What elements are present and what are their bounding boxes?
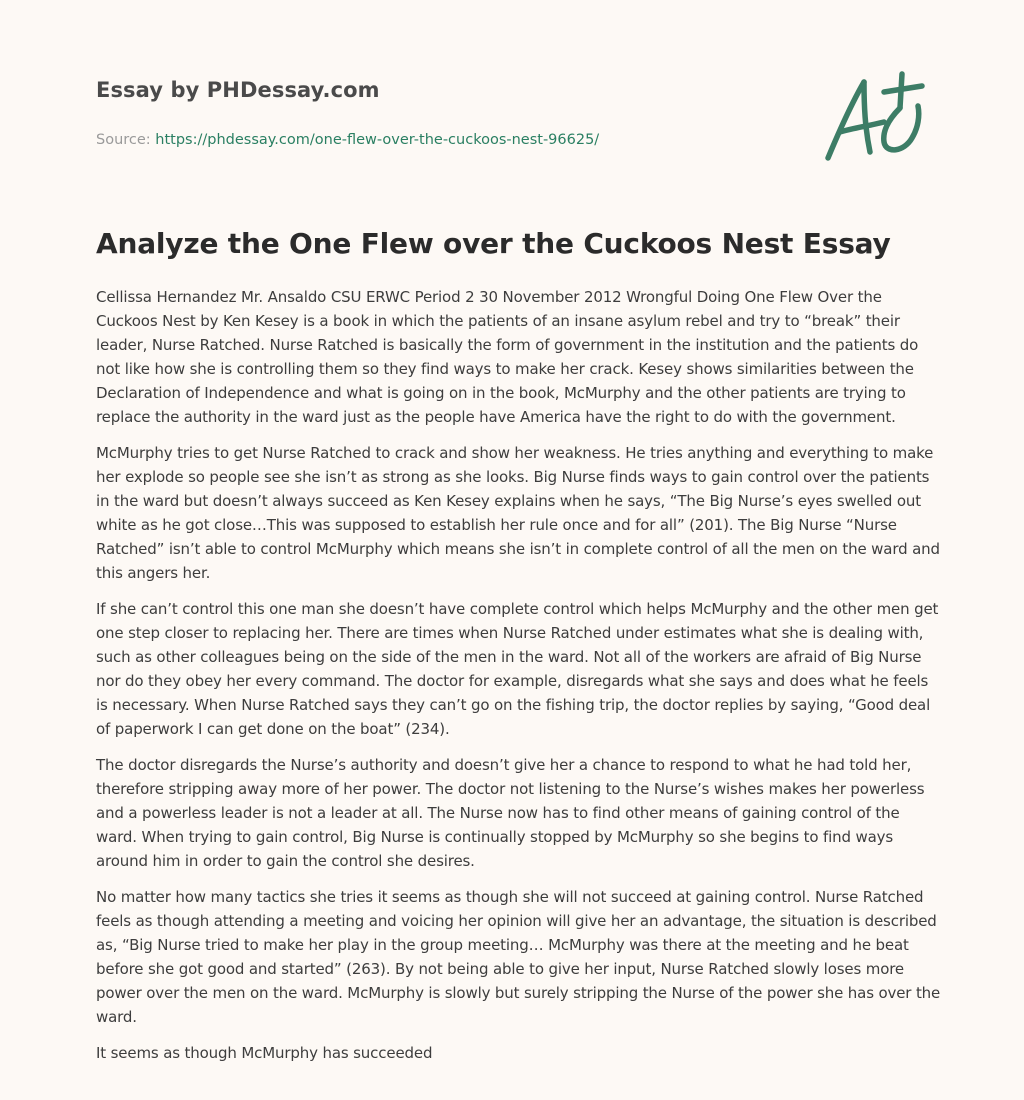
- paragraph: McMurphy tries to get Nurse Ratched to crack and show her weakness. He tries anything and everything to make her explode so people see she isn’t as strong as she looks. Big Nurse finds ways to gain control over the patients in the ward but doesn’t always succeed as Ken Kesey explains when he says, “The Big Nurse’s eyes swelled out white as he got close…This was supposed to establish her rule once and for all” (201). The Big Nurse “Nurse Ratched” isn’t able to control McMurphy which means she isn’t in complete control of all the men on the ward and this angers her.: [96, 444, 940, 582]
- paragraph: It seems as though McMurphy has succeeded: [96, 1044, 433, 1062]
- paragraph: The doctor disregards the Nurse’s authority and doesn’t give her a chance to respond to what he had told her, therefore stripping away more of her power. The doctor not listening to the Nurse’s wishes makes her powerless and a powerless leader is not a leader at all. The Nurse now has to find other means of gaining control of the ward. When trying to gain control, Big Nurse is continually stopped by McMurphy so she begins to find ways around him in order to gain the control she desires.: [96, 756, 925, 870]
- page-header: [96, 76, 796, 150]
- paragraph: No matter how many tactics she tries it seems as though she will not succeed at gaining control. Nurse Ratched feels as though attending a meeting and voicing her opinion will give her an advantage, the situation is described as, “Big Nurse tried to make her play in the group meeting… McMurphy was there at the meeting and he beat before she got good and started” (263). By not being able to give her input, Nurse Ratched slowly loses more power over the men on the ward. McMurphy is slowly but surely stripping the Nurse of the power she has over the ward.: [96, 888, 941, 1026]
- paragraph: If she can’t control this one man she doesn’t have complete control which helps McMurphy and the other men get one step closer to replacing her. There are times when Nurse Ratched under estimates what she is dealing with, such as other colleagues being on the side of the men in the ward. Not all of the workers are afraid of Big Nurse nor do they obey her every command. The doctor for example, disregards what she says and does what he feels is necessary. When Nurse Ratched says they can’t go on the fishing trip, the doctor replies by saying, “Good deal of paperwork I can get done on the boat” (234).: [96, 600, 939, 738]
- a-plus-logo-icon: [820, 68, 930, 164]
- article-title: Analyze the One Flew over the Cuckoos Nest Essay: [96, 227, 891, 260]
- source-line: [96, 130, 796, 150]
- source-link[interactable]: https://phdessay.com/one-flew-over-the-cuckoos-nest-96625/: [155, 132, 600, 148]
- site-title: Essay by PHDessay.com: [96, 78, 380, 102]
- article-body: [96, 285, 944, 1077]
- source-label: Source:: [96, 132, 156, 148]
- paragraph: Cellissa Hernandez Mr. Ansaldo CSU ERWC Period 2 30 November 2012 Wrongful Doing One Flew Over the Cuckoos Nest by Ken Kesey is a book in which the patients of an insane asylum rebel and try to “break” their leader, Nurse Ratched. Nurse Ratched is basically the form of government in the institution and the patients do not like how she is controlling them so they find ways to make her crack. Kesey shows similarities between the Declaration of Independence and what is going on in the book, McMurphy and the other patients are trying to replace the authority in the ward just as the people have America have the right to do with the government.: [96, 288, 919, 426]
